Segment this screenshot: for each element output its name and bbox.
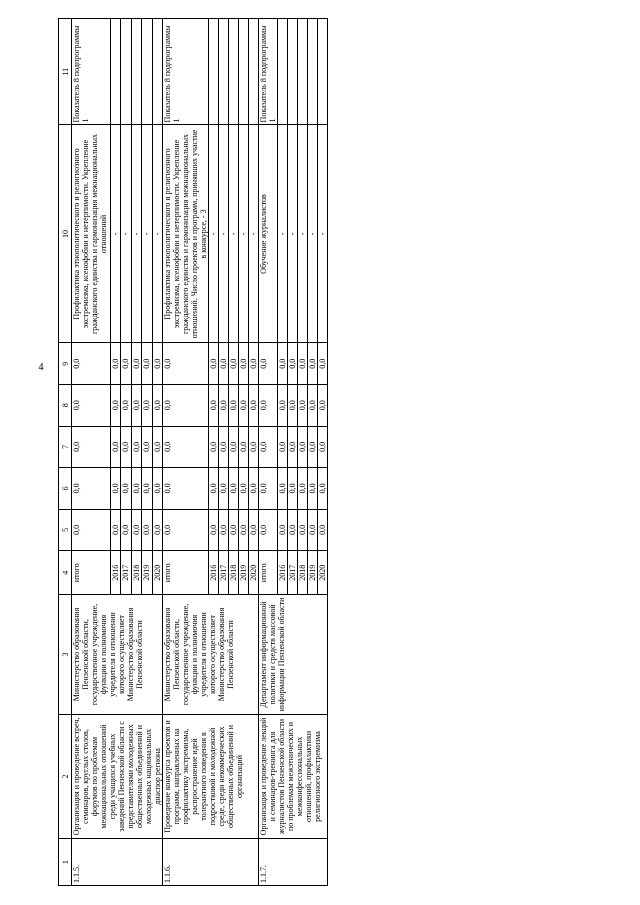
header-col-2: 2: [59, 714, 72, 839]
value-col-6: 0,0: [163, 468, 209, 510]
expected-result: -: [318, 125, 328, 343]
item-number: 1.1.5.: [72, 839, 163, 886]
value-col-7: 0,0: [318, 426, 328, 468]
header-col-7: 7: [59, 426, 72, 468]
value-col-8: 0,0: [288, 385, 298, 427]
value-col-8: 0,0: [318, 385, 328, 427]
indicator-cell: Показатель 8 подпрограммы 1: [259, 19, 278, 125]
value-col-6: 0,0: [110, 468, 120, 510]
value-col-8: 0,0: [163, 385, 209, 427]
expected-result: -: [308, 125, 318, 343]
value-col-8: 0,0: [72, 385, 111, 427]
value-col-8: 0,0: [229, 385, 239, 427]
value-col-7: 0,0: [278, 426, 288, 468]
value-col-8: 0,0: [239, 385, 249, 427]
value-col-5: 0,0: [152, 509, 163, 551]
value-col-5: 0,0: [72, 509, 111, 551]
value-col-5: 0,0: [288, 509, 298, 551]
value-col-6: 0,0: [152, 468, 163, 510]
expected-result: -: [278, 125, 288, 343]
value-col-9: 0,0: [121, 343, 131, 385]
value-col-9: 0,0: [288, 343, 298, 385]
value-col-9: 0,0: [318, 343, 328, 385]
indicator-cell: [131, 19, 141, 125]
value-col-6: 0,0: [239, 468, 249, 510]
value-col-7: 0,0: [110, 426, 120, 468]
expected-result: -: [249, 125, 259, 343]
indicator-cell: [308, 19, 318, 125]
table-row: [163, 19, 209, 886]
header-row: [59, 19, 72, 886]
indicator-cell: [121, 19, 131, 125]
indicator-cell: Показатель 8 подпрограммы 1: [72, 19, 111, 125]
value-col-5: 0,0: [278, 509, 288, 551]
value-col-8: 0,0: [259, 385, 278, 427]
expected-result: -: [209, 125, 219, 343]
indicator-cell: [142, 19, 152, 125]
value-col-8: 0,0: [308, 385, 318, 427]
value-col-9: 0,0: [308, 343, 318, 385]
value-col-7: 0,0: [163, 426, 209, 468]
item-executor: Департамент информационной политики и средств массовой информации Пензенской области: [259, 595, 328, 714]
value-col-7: 0,0: [142, 426, 152, 468]
value-col-8: 0,0: [278, 385, 288, 427]
indicator-cell: [229, 19, 239, 125]
year-cell: 2020: [152, 551, 163, 595]
program-table: [58, 18, 328, 886]
indicator-cell: [209, 19, 219, 125]
value-col-9: 0,0: [209, 343, 219, 385]
expected-result: -: [239, 125, 249, 343]
year-cell: 2018: [298, 551, 308, 595]
item-name: Организация и проведение встреч, семинаров, круглых столов, форумов по проблемам межнациональных отношений среди учащихся учебных заведений Пензенской области с представителями молодежных общественных объединений и молодежных национальных диаспор региона: [72, 714, 163, 839]
value-col-9: 0,0: [72, 343, 111, 385]
value-col-9: 0,0: [163, 343, 209, 385]
value-col-9: 0,0: [110, 343, 120, 385]
value-col-9: 0,0: [219, 343, 229, 385]
item-name: Проведение конкурса проектов и программ, направленных на профилактику экстремизма, распространение идей толерантного поведения в подростковой и молодежной среде, среди некоммерческих общественных объединений и организаций: [163, 714, 259, 839]
indicator-cell: [219, 19, 229, 125]
value-col-9: 0,0: [239, 343, 249, 385]
value-col-5: 0,0: [219, 509, 229, 551]
value-col-7: 0,0: [298, 426, 308, 468]
table-row: [72, 19, 111, 886]
value-col-5: 0,0: [259, 509, 278, 551]
year-cell: 2020: [318, 551, 328, 595]
indicator-cell: [110, 19, 120, 125]
indicator-cell: [318, 19, 328, 125]
expected-result: -: [152, 125, 163, 343]
value-col-5: 0,0: [318, 509, 328, 551]
value-col-6: 0,0: [259, 468, 278, 510]
value-col-8: 0,0: [121, 385, 131, 427]
value-col-6: 0,0: [229, 468, 239, 510]
year-cell: 2018: [229, 551, 239, 595]
year-cell: итого: [72, 551, 111, 595]
value-col-9: 0,0: [278, 343, 288, 385]
value-col-6: 0,0: [121, 468, 131, 510]
value-col-5: 0,0: [298, 509, 308, 551]
indicator-cell: [152, 19, 163, 125]
value-col-6: 0,0: [318, 468, 328, 510]
expected-result: -: [298, 125, 308, 343]
header-col-10: 10: [59, 125, 72, 343]
value-col-8: 0,0: [131, 385, 141, 427]
value-col-5: 0,0: [249, 509, 259, 551]
expected-result: -: [219, 125, 229, 343]
year-cell: итого: [163, 551, 209, 595]
value-col-7: 0,0: [152, 426, 163, 468]
value-col-5: 0,0: [121, 509, 131, 551]
expected-result: -: [229, 125, 239, 343]
header-col-11: 11: [59, 19, 72, 125]
expected-result: -: [121, 125, 131, 343]
value-col-9: 0,0: [229, 343, 239, 385]
value-col-8: 0,0: [249, 385, 259, 427]
table-row: [259, 19, 278, 886]
expected-result: -: [131, 125, 141, 343]
item-executor: Министерство образования Пензенской области, государственное учреждение, функции и полномочия учредителя в отношении которого осуществляет Министерство образования Пензенской области: [163, 595, 259, 714]
value-col-7: 0,0: [209, 426, 219, 468]
value-col-8: 0,0: [219, 385, 229, 427]
item-name: Организация и проведение лекций и семинаров-тренинга для журналистов Пензенской области по проблемам межэтнических и межконфессиональных отношений, профилактики религиозного экстремизма: [259, 714, 328, 839]
item-number: 1.1.7.: [259, 839, 328, 886]
value-col-9: 0,0: [298, 343, 308, 385]
header-col-8: 8: [59, 385, 72, 427]
year-cell: 2018: [131, 551, 141, 595]
year-cell: 2016: [209, 551, 219, 595]
value-col-8: 0,0: [142, 385, 152, 427]
header-col-5: 5: [59, 509, 72, 551]
indicator-cell: [288, 19, 298, 125]
header-col-9: 9: [59, 343, 72, 385]
header-col-1: 1: [59, 839, 72, 886]
expected-result: Профилактика этнополитического и религиозного экстремизма, ксенофобии и нетерпимости. Укрепление гражданского единства и гармонизация межнациональных отношений. Число проектов и программ, принявших участие в конкурсе, - 3: [163, 125, 209, 343]
value-col-5: 0,0: [209, 509, 219, 551]
header-col-4: 4: [59, 551, 72, 595]
value-col-8: 0,0: [298, 385, 308, 427]
value-col-7: 0,0: [229, 426, 239, 468]
value-col-7: 0,0: [249, 426, 259, 468]
value-col-7: 0,0: [259, 426, 278, 468]
value-col-7: 0,0: [288, 426, 298, 468]
value-col-7: 0,0: [121, 426, 131, 468]
indicator-cell: [249, 19, 259, 125]
value-col-7: 0,0: [72, 426, 111, 468]
page-number: 4: [38, 362, 44, 373]
value-col-8: 0,0: [152, 385, 163, 427]
value-col-6: 0,0: [308, 468, 318, 510]
year-cell: 2016: [278, 551, 288, 595]
year-cell: 2017: [121, 551, 131, 595]
value-col-6: 0,0: [249, 468, 259, 510]
header-col-3: 3: [59, 595, 72, 714]
value-col-7: 0,0: [219, 426, 229, 468]
year-cell: 2017: [219, 551, 229, 595]
value-col-6: 0,0: [219, 468, 229, 510]
expected-result: Обучение журналистов: [259, 125, 278, 343]
indicator-cell: [239, 19, 249, 125]
expected-result: Профилактика этнополитического и религиозного экстремизма, ксенофобии и нетерпимости. Укрепление гражданского единства и гармонизация межнациональных отношений: [72, 125, 111, 343]
value-col-6: 0,0: [142, 468, 152, 510]
year-cell: 2019: [239, 551, 249, 595]
rotated-table-container: [58, 18, 608, 886]
expected-result: -: [142, 125, 152, 343]
value-col-7: 0,0: [239, 426, 249, 468]
value-col-5: 0,0: [131, 509, 141, 551]
value-col-7: 0,0: [308, 426, 318, 468]
indicator-cell: [278, 19, 288, 125]
value-col-9: 0,0: [152, 343, 163, 385]
expected-result: -: [110, 125, 120, 343]
value-col-6: 0,0: [131, 468, 141, 510]
year-cell: итого: [259, 551, 278, 595]
indicator-cell: Показатель 8 подпрограммы 1: [163, 19, 209, 125]
value-col-9: 0,0: [259, 343, 278, 385]
item-executor: Министерство образования Пензенской области, государственное учреждение, функции и полномочия учредителя в отношении которого осуществляет Министерство образования Пензенской области: [72, 595, 163, 714]
year-cell: 2016: [110, 551, 120, 595]
value-col-6: 0,0: [288, 468, 298, 510]
header-col-6: 6: [59, 468, 72, 510]
value-col-8: 0,0: [110, 385, 120, 427]
value-col-5: 0,0: [142, 509, 152, 551]
value-col-5: 0,0: [308, 509, 318, 551]
year-cell: 2019: [142, 551, 152, 595]
value-col-5: 0,0: [229, 509, 239, 551]
value-col-9: 0,0: [142, 343, 152, 385]
value-col-6: 0,0: [72, 468, 111, 510]
value-col-6: 0,0: [278, 468, 288, 510]
value-col-6: 0,0: [209, 468, 219, 510]
value-col-8: 0,0: [209, 385, 219, 427]
value-col-5: 0,0: [239, 509, 249, 551]
value-col-9: 0,0: [249, 343, 259, 385]
year-cell: 2019: [308, 551, 318, 595]
value-col-9: 0,0: [131, 343, 141, 385]
item-number: 1.1.6.: [163, 839, 259, 886]
value-col-7: 0,0: [131, 426, 141, 468]
expected-result: -: [288, 125, 298, 343]
year-cell: 2020: [249, 551, 259, 595]
year-cell: 2017: [288, 551, 298, 595]
indicator-cell: [298, 19, 308, 125]
value-col-5: 0,0: [163, 509, 209, 551]
value-col-6: 0,0: [298, 468, 308, 510]
value-col-5: 0,0: [110, 509, 120, 551]
